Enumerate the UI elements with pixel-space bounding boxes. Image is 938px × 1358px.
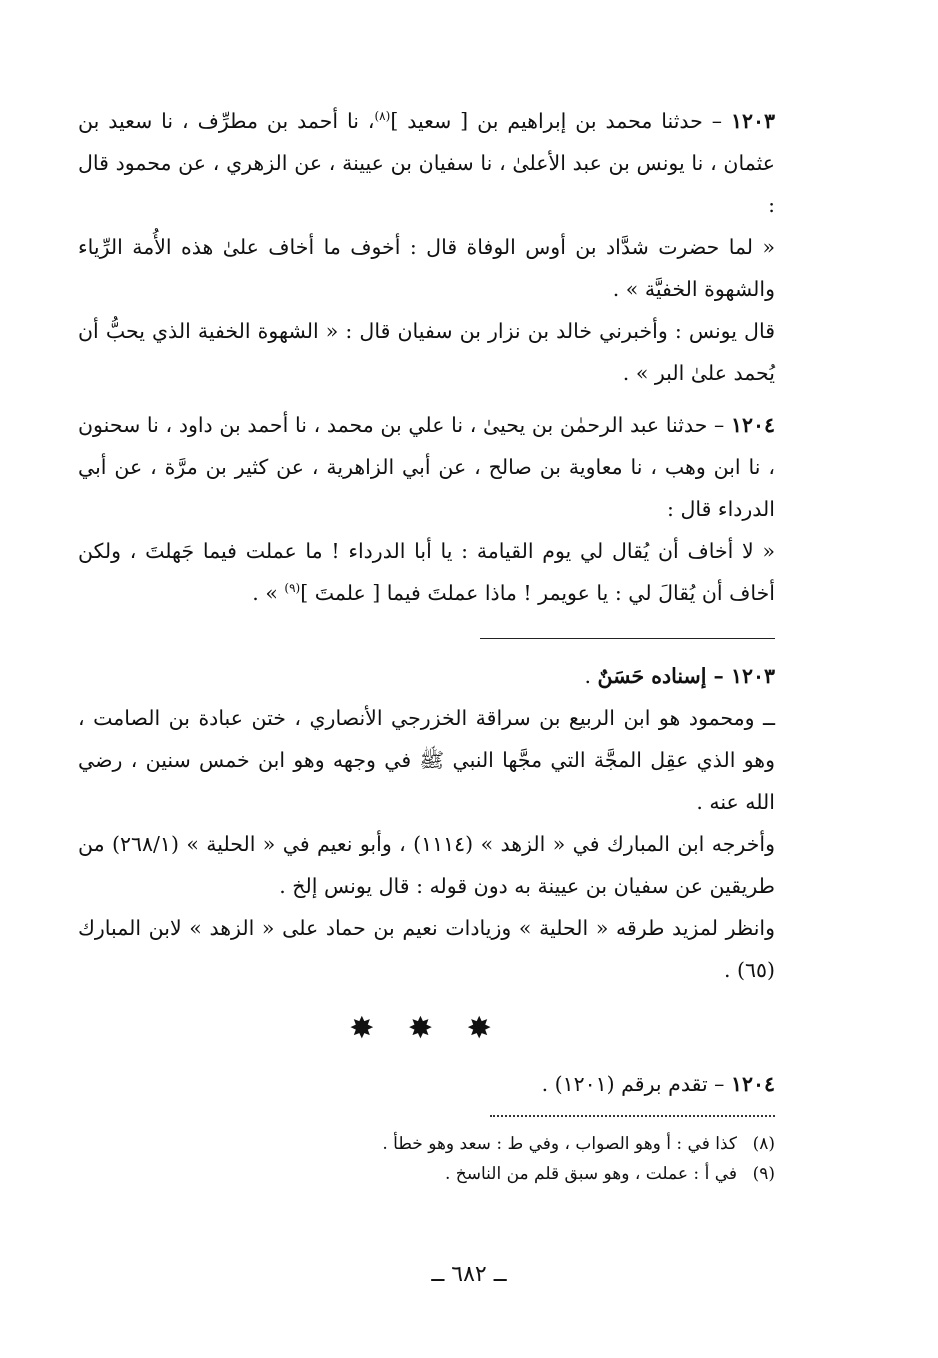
main-text bbox=[78, 100, 775, 614]
section-stars: ✸ ✸ ✸ bbox=[349, 1011, 504, 1046]
footnote-8 bbox=[78, 1129, 775, 1159]
isnad-text: – حدثنا عبد الرحمٰن بن يحيىٰ ، نا علي بن محمد ، نا أحمد بن داود ، نا سحنون ، نا ابن وهب ، نا معاوية بن صالح ، عن أبي الزاهرية ، عن كثير بن مرَّة ، عن أبي الدرداء قال : bbox=[78, 413, 775, 521]
hadith-1204-matn bbox=[78, 530, 775, 614]
separator-rule bbox=[480, 638, 775, 639]
footnote-text: في أ : عملت ، وهو سبق قلم من الناسخ . bbox=[444, 1164, 737, 1184]
commentary bbox=[78, 655, 775, 1105]
commentary-1203-p3: وانظر لمزيد طرقه « الحلية » وزيادات نعيم بن حماد على « الزهد » لابن المبارك (٦٥) . bbox=[78, 916, 775, 982]
matn-text: « لا أخاف أن يُقال لي يوم القيامة : يا أبا الدرداء ! ما عملت فيما جَهلتَ ، ولكن أخاف أن يُقالَ لي : يا عويمر ! ماذا عملتَ فيما [ علمتَ ] bbox=[78, 539, 775, 605]
footnote-9 bbox=[78, 1159, 775, 1189]
commentary-title: – إسناده حَسَنٌ bbox=[597, 664, 731, 688]
commentary-1204 bbox=[78, 1063, 775, 1105]
page-number: ــ ٦٨٢ ــ bbox=[431, 1262, 507, 1287]
hadith-1203-extra: قال يونس : وأخبرني خالد بن نزار بن سفيان قال : « الشهوة الخفية الذي يحبُّ أن يُحمد علىٰ البر » . bbox=[78, 319, 775, 385]
hadith-number: ١٢٠٤ bbox=[730, 413, 775, 437]
hadith-number: ١٢٠٣ bbox=[730, 109, 775, 133]
commentary-1203-p1: ــ ومحمود هو ابن الربيع بن سراقة الخزرجي الأنصاري ، ختن عبادة بن الصامت ، وهو الذي عقِل المجَّة التي مجَّها النبي ﷺ في وجهه وهو ابن خمس سنين ، رضي الله عنه . bbox=[78, 706, 775, 814]
footnotes bbox=[78, 1129, 775, 1189]
commentary-number: ١٢٠٤ bbox=[730, 1072, 775, 1096]
footnote-separator bbox=[490, 1115, 775, 1117]
page-body bbox=[78, 100, 775, 1189]
hadith-1203-matn: « لما حضرت شدَّاد بن أوس الوفاة قال : أخوف ما أخاف علىٰ هذه الأُمة الرِّياء والشهوة الخفيَّة » . bbox=[78, 235, 775, 301]
commentary-number: ١٢٠٣ bbox=[730, 664, 775, 688]
footnote-ref: (٨) bbox=[374, 109, 391, 124]
commentary-1203-p2: وأخرجه ابن المبارك في « الزهد » (١١١٤) ، وأبو نعيم في « الحلية » (٢٦٨/١) من طريقين عن سفيان بن عيينة به دون قوله : قال يونس إلخ . bbox=[78, 832, 775, 898]
footnote-ref: (٩) bbox=[284, 581, 301, 596]
footnote-number: (٨) bbox=[752, 1134, 775, 1154]
matn-end: » . bbox=[252, 581, 285, 605]
hadith-1204 bbox=[78, 404, 775, 530]
footnote-number: (٩) bbox=[752, 1164, 775, 1184]
commentary-title-end: . bbox=[584, 664, 598, 688]
commentary-text: – تقدم برقم (١٢٠١) . bbox=[541, 1072, 731, 1096]
hadith-1203 bbox=[78, 100, 775, 226]
isnad-text-continued: ، نا أحمد بن مطرِّف ، نا سعيد بن عثمان ، نا يونس بن عبد الأعلىٰ ، نا سفيان بن عيينة ، عن الزهري ، عن محمود قال : bbox=[78, 109, 775, 217]
footnote-text: كذا في : أ وهو الصواب ، وفي ط : سعد وهو خطأ . bbox=[382, 1134, 737, 1154]
isnad-text: – حدثنا محمد بن إبراهيم بن [ سعيد ] bbox=[390, 109, 731, 133]
commentary-1203-head bbox=[78, 655, 775, 697]
